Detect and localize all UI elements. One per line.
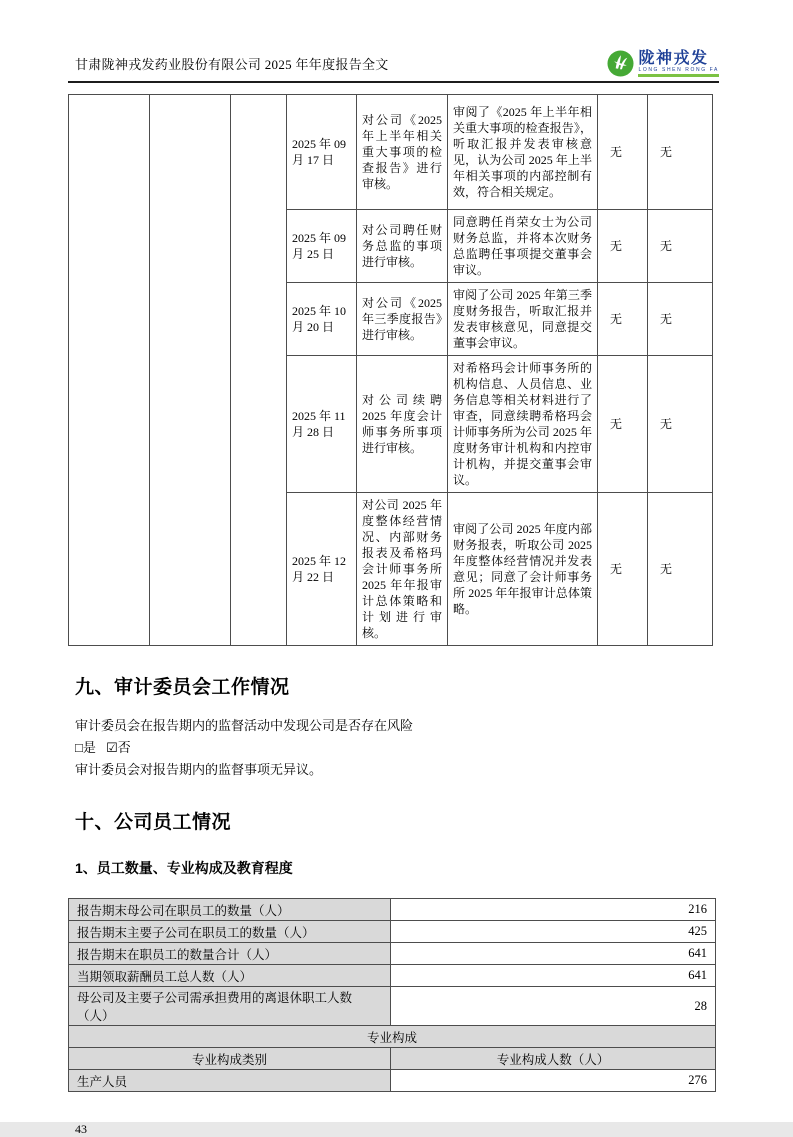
employee-summary-row [69,943,716,965]
section-10-sub-heading: 1、员工数量、专业构成及教育程度 [75,860,293,876]
employee-metric-value: 641 [391,943,716,965]
meeting-date: 2025 年 12 月 22 日 [287,493,357,646]
employee-metric-value: 425 [391,921,716,943]
logo-cn-text: 陇神戎发 [638,50,709,67]
meeting-detail: 对希格玛会计师事务所的机构信息、人员信息、业务信息等相关材料进行了审查，同意续聘希格玛会计师事务所为公司 2025 年度财务审计机构和内控审计机构，并提交董事会审议。 [448,356,598,493]
section-9-question: 审计委员会在报告期内的监督活动中发现公司是否存在风险 [75,718,414,733]
profession-group-row [69,1026,716,1048]
employee-metric-label: 母公司及主要子公司需承担费用的离退休职工人数（人） [69,987,391,1026]
continued-cell [69,95,150,646]
profession-group-header: 专业构成 [69,1026,716,1048]
employee-summary-row [69,921,716,943]
meeting-topic: 对公司 2025 年度整体经营情况、内部财务报表及希格玛会计师事务所 2025 年年报审计总体策略和计划进行审核。 [357,493,448,646]
employee-metric-label: 报告期末主要子公司在职员工的数量（人） [69,921,391,943]
employee-summary-row [69,987,716,1026]
audit-committee-meeting-table [68,94,713,646]
section-9-heading: 九、审计委员会工作情况 [75,677,290,698]
employee-metric-label: 报告期末母公司在职员工的数量（人） [69,899,391,921]
meeting-date: 2025 年 09 月 25 日 [287,210,357,283]
section-10-heading: 十、公司员工情况 [75,812,232,833]
employee-metric-value: 28 [391,987,716,1026]
other-cell: 无 [648,95,713,210]
objection-cell: 无 [598,210,648,283]
meeting-topic: 对公司《2025 年三季度报告》进行审核。 [357,283,448,356]
employee-metric-label: 报告期末在职员工的数量合计（人） [69,943,391,965]
header-rule [68,81,719,83]
company-logo [607,50,719,79]
other-cell: 无 [648,356,713,493]
employee-summary-row [69,965,716,987]
other-cell: 无 [648,210,713,283]
other-cell: 无 [648,283,713,356]
meeting-detail: 审阅了公司 2025 年度内部财务报表，听取公司 2025 年度整体经营情况并发表意见；同意了会计师事务所 2025 年年报审计总体策略。 [448,493,598,646]
other-cell: 无 [648,493,713,646]
profession-value: 276 [391,1070,716,1092]
employee-table [68,898,716,1092]
employee-metric-value: 641 [391,965,716,987]
checkbox-no: ☑否 [106,740,131,755]
meeting-detail: 审阅了公司 2025 年第三季度财务报告，听取汇报并发表审核意见，同意提交董事会审议。 [448,283,598,356]
profession-label: 生产人员 [69,1070,391,1092]
meeting-topic: 对公司聘任财务总监的事项进行审核。 [357,210,448,283]
report-title: 甘肃陇神戎发药业股份有限公司 2025 年年度报告全文 [75,57,389,72]
logo-text [638,50,719,77]
checkbox-yes: □是 [75,740,96,755]
employee-metric-value: 216 [391,899,716,921]
meeting-topic: 对公司《2025 年上半年相关重大事项的检查报告》进行审核。 [357,95,448,210]
employee-summary-row [69,899,716,921]
profession-header-row [69,1048,716,1070]
meeting-detail: 审阅了《2025 年上半年相关重大事项的检查报告》，听取汇报并发表审核意见，认为公司 2025 年上半年相关事项的内部控制有效，符合相关规定。 [448,95,598,210]
meeting-detail: 同意聘任肖荣女士为公司财务总监，并将本次财务总监聘任事项提交董事会审议。 [448,210,598,283]
page-number: 43 [75,1122,87,1136]
continued-cell [231,95,287,646]
page-header [68,50,719,79]
objection-cell: 无 [598,356,648,493]
yes-no-line [75,737,719,759]
employee-metric-label: 当期领取薪酬员工总人数（人） [69,965,391,987]
logo-underline [638,74,719,77]
meeting-date: 2025 年 09 月 17 日 [287,95,357,210]
objection-cell: 无 [598,95,648,210]
section-9-statement: 审计委员会对报告期内的监督事项无异议。 [75,762,323,777]
logo-mark-icon [607,50,634,77]
continued-cell [150,95,231,646]
logo-en-text: LONG SHEN RONG FA [638,67,719,73]
objection-cell: 无 [598,493,648,646]
meeting-topic: 对公司续聘 2025 年度会计师事务所事项进行审核。 [357,356,448,493]
profession-category-header: 专业构成类别 [69,1048,391,1070]
meeting-row [69,95,713,210]
profession-data-row [69,1070,716,1092]
objection-cell: 无 [598,283,648,356]
meeting-date: 2025 年 11 月 28 日 [287,356,357,493]
meeting-date: 2025 年 10 月 20 日 [287,283,357,356]
profession-count-header: 专业构成人数（人） [391,1048,716,1070]
